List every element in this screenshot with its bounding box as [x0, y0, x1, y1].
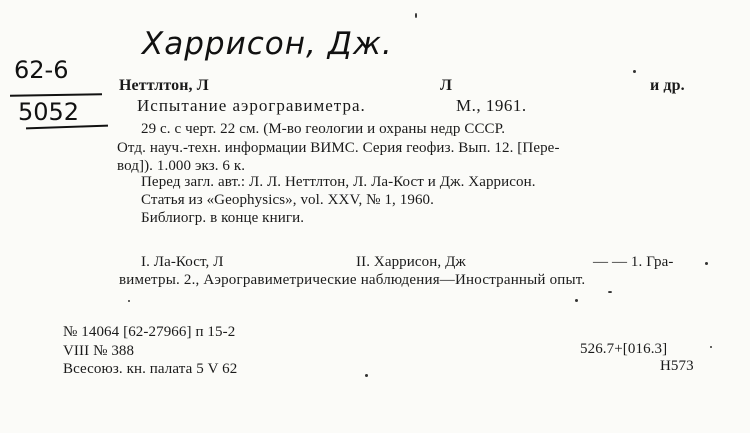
footer-vol: VIII № 388: [63, 343, 135, 359]
scan-speck: [705, 262, 708, 265]
tracing-subjects-start: — — 1. Гра-: [593, 254, 674, 270]
tracing-entry-2: II. Харрисон, Дж: [356, 254, 466, 270]
note-line-3: Библиогр. в конце книги.: [141, 210, 305, 226]
description-line-1: 29 с. с черт. 22 см. (М-во геологии и охраны недр СССР.: [141, 121, 506, 137]
scan-speck: [415, 13, 417, 18]
footer-udc: 526.7+[016.3]: [580, 341, 668, 357]
note-line-1: Перед загл. авт.: Л. Л. Неттлтон, Л. Ла-Кост и Дж. Харрисон.: [141, 174, 536, 190]
scan-speck: [710, 346, 712, 348]
title-line: Испытание аэрогравиметра.: [137, 96, 366, 115]
scan-speck: [608, 291, 612, 293]
scan-speck: [633, 70, 636, 73]
footer-number: № 14064 [62-27966] п 15-2: [63, 324, 236, 340]
heading-author-initial: Л: [440, 77, 453, 94]
footer-chamber: Всесоюз. кн. палата 5 V 62: [63, 361, 238, 377]
description-line-2: Отд. науч.-техн. информации ВИМС. Серия геофиз. Вып. 12. [Пере-: [117, 140, 560, 156]
heading-et-al: и др.: [650, 77, 685, 94]
handwritten-author-note: Харрисон, Дж.: [142, 26, 393, 62]
tracing-subjects-cont: виметры. 2., Аэрогравиметрические наблюдения—Иностранный опыт.: [119, 272, 586, 288]
footer-cutter: Н573: [660, 358, 694, 374]
call-number-rule: [10, 93, 102, 97]
scan-speck: [128, 300, 130, 302]
handwritten-call-bottom: 5052: [18, 98, 80, 126]
tracing-entry-1: I. Ла-Кост, Л: [141, 254, 224, 270]
description-line-3: вод]). 1.000 экз. 6 к.: [117, 158, 246, 174]
note-line-2: Статья из «Geophysics», vol. XXV, № 1, 1960.: [141, 192, 434, 208]
scan-speck: [575, 299, 578, 302]
heading-author: Неттлтон, Л: [119, 77, 209, 94]
place-year: М., 1961.: [456, 96, 527, 115]
scan-speck: [365, 374, 368, 377]
handwritten-call-top: 62-6: [14, 56, 69, 84]
